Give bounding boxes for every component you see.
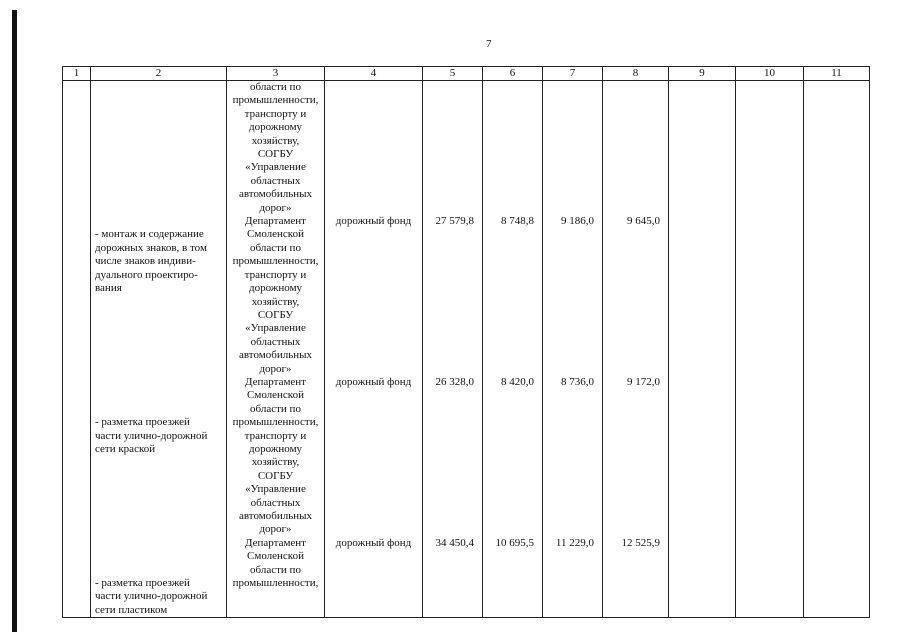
- text-line: [325, 497, 422, 510]
- text-line: [423, 416, 474, 429]
- text-line: [325, 430, 422, 443]
- text-line: [325, 296, 422, 309]
- text-line: [603, 242, 660, 255]
- text-line: [325, 242, 422, 255]
- text-line: [95, 523, 226, 536]
- text-line: [423, 349, 474, 362]
- text-line: 8 748,8: [501, 215, 534, 228]
- text-line: [325, 148, 422, 161]
- text-line: [95, 175, 226, 188]
- body-row: [63, 81, 870, 618]
- text-line: [95, 349, 226, 362]
- header-col-6: 6: [483, 67, 543, 81]
- text-line: [95, 309, 226, 322]
- text-line: [603, 523, 660, 536]
- text-line: [603, 363, 660, 376]
- text-line: [483, 121, 534, 134]
- text-line: [423, 148, 474, 161]
- cell-col-1: [63, 81, 91, 618]
- text-line: промышленности,: [232, 94, 319, 107]
- responsible-lines: [227, 81, 324, 590]
- text-line: [423, 108, 474, 121]
- text-line: [325, 161, 422, 174]
- text-line: [543, 161, 594, 174]
- text-line: [543, 81, 594, 94]
- text-line: [95, 403, 226, 416]
- text-line: дорог»: [259, 362, 292, 375]
- text-line: вания: [95, 282, 122, 295]
- text-line: [325, 483, 422, 496]
- text-line: числе знаков индиви-: [95, 255, 196, 268]
- text-line: [95, 550, 226, 563]
- total-lines: [423, 81, 474, 550]
- text-line: [423, 403, 474, 416]
- text-line: транспорту и: [244, 268, 307, 281]
- text-line: [603, 175, 660, 188]
- text-line: автомобильных: [239, 188, 312, 201]
- text-line: [483, 336, 534, 349]
- text-line: [483, 94, 534, 107]
- text-line: автомобильных: [239, 349, 312, 362]
- text-line: 12 525,9: [621, 536, 660, 549]
- text-line: [543, 269, 594, 282]
- text-line: [483, 161, 534, 174]
- text-line: [325, 336, 422, 349]
- text-line: [543, 510, 594, 523]
- text-line: [603, 161, 660, 174]
- text-line: [543, 309, 594, 322]
- text-line: [483, 296, 534, 309]
- header-col-11: 11: [804, 67, 870, 81]
- text-line: - разметка проезжей: [95, 416, 190, 429]
- text-line: 10 695,5: [495, 536, 534, 549]
- text-line: [603, 81, 660, 94]
- text-line: [543, 255, 594, 268]
- text-line: [543, 94, 594, 107]
- text-line: [483, 228, 534, 241]
- text-line: [603, 349, 660, 362]
- page-number: 7: [486, 38, 492, 50]
- text-line: дуального проектиро-: [95, 268, 198, 281]
- text-line: [543, 282, 594, 295]
- text-line: [95, 564, 226, 577]
- text-line: автомобильных: [239, 510, 312, 522]
- text-line: [543, 483, 594, 496]
- cell-col-9: [669, 81, 736, 618]
- text-line: [423, 430, 474, 443]
- text-line: [95, 188, 226, 201]
- funding-source-lines: [325, 81, 422, 550]
- text-line: СОГБУ: [257, 148, 294, 161]
- text-line: [423, 81, 474, 94]
- text-line: [95, 376, 226, 389]
- text-line: [483, 523, 534, 536]
- text-line: [483, 456, 534, 469]
- text-line: [325, 135, 422, 148]
- text-line: [483, 282, 534, 295]
- text-line: [603, 296, 660, 309]
- text-line: [423, 363, 474, 376]
- activity-name-lines: [95, 81, 226, 617]
- text-line: [423, 510, 474, 523]
- text-line: [325, 282, 422, 295]
- text-line: [325, 523, 422, 536]
- text-line: [483, 202, 534, 215]
- text-line: 8 736,0: [561, 375, 594, 388]
- text-line: [325, 175, 422, 188]
- text-line: [543, 430, 594, 443]
- text-line: [95, 389, 226, 402]
- text-line: [95, 336, 226, 349]
- text-line: [325, 349, 422, 362]
- text-line: [423, 242, 474, 255]
- text-line: [483, 175, 534, 188]
- text-line: [325, 94, 422, 107]
- text-line: сети краской: [95, 442, 156, 455]
- text-line: [325, 269, 422, 282]
- text-line: [423, 336, 474, 349]
- header-row: [63, 67, 870, 81]
- text-line: [95, 497, 226, 510]
- text-line: хозяйству,: [251, 134, 300, 147]
- text-line: [325, 81, 422, 94]
- text-line: [325, 121, 422, 134]
- text-line: областных: [250, 335, 301, 348]
- text-line: [543, 202, 594, 215]
- text-line: 9 186,0: [561, 215, 594, 228]
- text-line: дорожному: [248, 282, 303, 295]
- text-line: хозяйству,: [251, 295, 300, 308]
- text-line: [603, 430, 660, 443]
- text-line: [423, 121, 474, 134]
- text-line: [483, 108, 534, 121]
- text-line: промышленности,: [232, 416, 319, 429]
- year-1-lines: [483, 81, 534, 550]
- text-line: [423, 175, 474, 188]
- text-line: [603, 135, 660, 148]
- cell-col-10: [736, 81, 804, 618]
- text-line: Департамент: [244, 375, 306, 388]
- text-line: [423, 255, 474, 268]
- text-line: 9 645,0: [627, 215, 660, 228]
- text-line: [325, 363, 422, 376]
- text-line: СОГБУ: [257, 308, 294, 321]
- text-line: [325, 228, 422, 241]
- text-line: [603, 148, 660, 161]
- text-line: сети пластиком: [95, 603, 168, 616]
- cell-funding-source: [325, 81, 423, 618]
- text-line: 11 229,0: [555, 536, 594, 549]
- binding-bar: [12, 10, 17, 632]
- text-line: [325, 255, 422, 268]
- text-line: [543, 416, 594, 429]
- text-line: [95, 456, 226, 469]
- text-line: [423, 470, 474, 483]
- text-line: [95, 215, 226, 228]
- text-line: [603, 456, 660, 469]
- text-line: [603, 322, 660, 335]
- text-line: [603, 309, 660, 322]
- text-line: [543, 363, 594, 376]
- cell-year-2: [543, 81, 603, 618]
- text-line: [603, 94, 660, 107]
- text-line: дорожному: [248, 442, 303, 455]
- text-line: [423, 269, 474, 282]
- text-line: [95, 135, 226, 148]
- text-line: [603, 108, 660, 121]
- header-col-8: 8: [603, 67, 669, 81]
- text-line: областных: [250, 174, 301, 187]
- text-line: Смоленской: [247, 389, 304, 402]
- header-col-10: 10: [736, 67, 804, 81]
- text-line: [483, 349, 534, 362]
- text-line: [423, 228, 474, 241]
- header-col-7: 7: [543, 67, 603, 81]
- text-line: областных: [250, 496, 301, 509]
- text-line: [483, 255, 534, 268]
- text-line: [543, 148, 594, 161]
- text-line: [543, 188, 594, 201]
- text-line: [95, 363, 226, 376]
- text-line: [423, 443, 474, 456]
- text-line: [603, 470, 660, 483]
- text-line: 26 328,0: [435, 375, 474, 388]
- text-line: [325, 403, 422, 416]
- text-line: [543, 242, 594, 255]
- text-line: [95, 81, 226, 94]
- text-line: - разметка проезжей: [95, 577, 190, 590]
- text-line: [325, 470, 422, 483]
- text-line: [95, 322, 226, 335]
- cell-activity-name: [91, 81, 227, 618]
- text-line: [543, 523, 594, 536]
- header-col-9: 9: [669, 67, 736, 81]
- text-line: [543, 296, 594, 309]
- text-line: [483, 403, 534, 416]
- text-line: [325, 510, 422, 523]
- text-line: [423, 322, 474, 335]
- cell-total: [423, 81, 483, 618]
- text-line: [603, 443, 660, 456]
- text-line: [543, 336, 594, 349]
- text-line: [543, 175, 594, 188]
- text-line: Смоленской: [247, 550, 304, 563]
- text-line: [423, 497, 474, 510]
- text-line: [483, 322, 534, 335]
- text-line: [95, 161, 226, 174]
- text-line: [483, 497, 534, 510]
- text-line: [95, 202, 226, 215]
- text-line: области по: [250, 241, 301, 254]
- text-line: транспорту и: [244, 429, 307, 442]
- text-line: [483, 81, 534, 94]
- text-line: [325, 416, 422, 429]
- text-line: [423, 309, 474, 322]
- text-line: промышленности,: [232, 255, 319, 268]
- text-line: 27 579,8: [435, 215, 474, 228]
- text-line: [325, 309, 422, 322]
- text-line: Смоленской: [247, 228, 304, 241]
- cell-year-1: [483, 81, 543, 618]
- text-line: «Управление: [245, 322, 306, 335]
- text-line: [543, 322, 594, 335]
- cell-responsible: [227, 81, 325, 618]
- budget-table: [62, 66, 870, 618]
- text-line: [483, 135, 534, 148]
- text-line: [483, 443, 534, 456]
- text-line: [483, 188, 534, 201]
- text-line: [603, 255, 660, 268]
- text-line: 9 172,0: [627, 375, 660, 388]
- text-line: [95, 94, 226, 107]
- text-line: [423, 523, 474, 536]
- text-line: дорожному: [248, 121, 303, 134]
- text-line: [325, 188, 422, 201]
- year-2-lines: [543, 81, 594, 550]
- text-line: [423, 94, 474, 107]
- text-line: [543, 108, 594, 121]
- text-line: [95, 296, 226, 309]
- text-line: [95, 148, 226, 161]
- text-line: [483, 389, 534, 402]
- text-line: [483, 269, 534, 282]
- text-line: 8 420,0: [501, 375, 534, 388]
- text-line: [95, 470, 226, 483]
- text-line: [603, 228, 660, 241]
- text-line: дорожный фонд: [335, 215, 412, 228]
- text-line: [483, 242, 534, 255]
- text-line: [483, 309, 534, 322]
- text-line: [543, 497, 594, 510]
- text-line: [603, 416, 660, 429]
- text-line: [423, 161, 474, 174]
- text-line: СОГБУ: [257, 469, 294, 482]
- text-line: [603, 188, 660, 201]
- text-line: [423, 135, 474, 148]
- text-line: [543, 135, 594, 148]
- text-line: дорог»: [259, 201, 292, 214]
- text-line: [325, 389, 422, 402]
- text-line: [543, 456, 594, 469]
- text-line: [483, 510, 534, 523]
- text-line: хозяйству,: [251, 456, 300, 469]
- text-line: [543, 121, 594, 134]
- header-col-3: 3: [227, 67, 325, 81]
- text-line: транспорту и: [244, 107, 307, 120]
- text-line: [423, 202, 474, 215]
- text-line: - монтаж и содержание: [95, 228, 204, 241]
- text-line: [483, 363, 534, 376]
- text-line: [483, 416, 534, 429]
- text-line: Департамент: [244, 536, 306, 549]
- text-line: [423, 188, 474, 201]
- text-line: [423, 389, 474, 402]
- text-line: промышленности,: [232, 577, 319, 590]
- text-line: [603, 269, 660, 282]
- text-line: [325, 108, 422, 121]
- text-line: [483, 470, 534, 483]
- text-line: дорог»: [259, 523, 292, 536]
- cell-col-11: [804, 81, 870, 618]
- text-line: [95, 537, 226, 550]
- text-line: [423, 456, 474, 469]
- text-line: [95, 108, 226, 121]
- text-line: [543, 470, 594, 483]
- text-line: [325, 456, 422, 469]
- text-line: [603, 510, 660, 523]
- text-line: [603, 389, 660, 402]
- text-line: дорожных знаков, в том: [95, 241, 207, 254]
- text-line: части улично-дорожной: [95, 429, 208, 442]
- text-line: [95, 510, 226, 523]
- text-line: [325, 443, 422, 456]
- text-line: [325, 322, 422, 335]
- text-line: [603, 483, 660, 496]
- text-line: [95, 483, 226, 496]
- text-line: [603, 336, 660, 349]
- text-line: области по: [250, 402, 301, 415]
- text-line: [95, 121, 226, 134]
- header-col-1: 1: [63, 67, 91, 81]
- text-line: «Управление: [245, 483, 306, 496]
- text-line: [603, 202, 660, 215]
- text-line: части улично-дорожной: [95, 590, 208, 603]
- text-line: [543, 389, 594, 402]
- text-line: области по: [250, 563, 301, 576]
- text-line: дорожный фонд: [335, 375, 412, 388]
- text-line: [483, 148, 534, 161]
- header-col-5: 5: [423, 67, 483, 81]
- text-line: [325, 202, 422, 215]
- text-line: [603, 497, 660, 510]
- text-line: [483, 483, 534, 496]
- text-line: «Управление: [245, 161, 306, 174]
- header-col-4: 4: [325, 67, 423, 81]
- text-line: [603, 121, 660, 134]
- text-line: [423, 483, 474, 496]
- text-line: [423, 282, 474, 295]
- text-line: [543, 403, 594, 416]
- cell-year-3: [603, 81, 669, 618]
- text-line: 34 450,4: [435, 536, 474, 549]
- text-line: области по: [250, 81, 301, 93]
- text-line: Департамент: [244, 215, 306, 228]
- text-line: дорожный фонд: [335, 536, 412, 549]
- header-col-2: 2: [91, 67, 227, 81]
- year-3-lines: [603, 81, 660, 550]
- text-line: [423, 296, 474, 309]
- text-line: [483, 430, 534, 443]
- text-line: [603, 403, 660, 416]
- text-line: [543, 349, 594, 362]
- text-line: [543, 228, 594, 241]
- text-line: [603, 282, 660, 295]
- text-line: [543, 443, 594, 456]
